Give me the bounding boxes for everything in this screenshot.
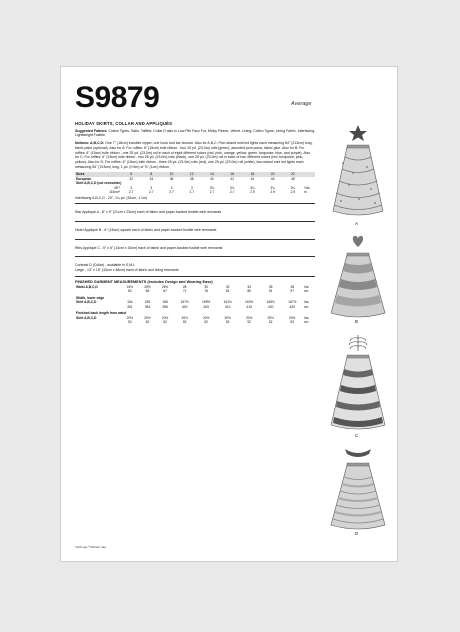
divider <box>75 276 315 277</box>
contrast-collar-line: Contrast D (Collar) - available in S,M,L <box>75 263 135 268</box>
pattern-info <box>75 121 315 325</box>
measure-cell: 38 <box>290 285 295 290</box>
measure-cell: 26½ <box>161 285 169 290</box>
measure-cell: 76 <box>204 289 208 294</box>
yardage-cell: 3¼ <box>250 185 255 190</box>
fabric-width-label: 115cm* <box>109 190 120 195</box>
view-drawings <box>323 123 393 543</box>
measure-cell: 20½ <box>202 315 210 320</box>
european-cell: 46 <box>270 176 275 181</box>
yardage-cell: 2.9 <box>270 190 275 195</box>
size-cell: 20 <box>263 172 283 176</box>
measure-cell: 415 <box>246 304 252 309</box>
measure-cell: 425 <box>289 304 295 309</box>
size-cell: 18 <box>242 172 262 176</box>
width-skirt-label: Skirt A,B,C,D <box>76 300 97 305</box>
unit-label: cm <box>304 320 309 325</box>
collar-large-line: Large - 13" x 15" (33cm x 38cm) each of fabric and lining remnants <box>75 268 179 273</box>
yardage-table <box>75 172 315 194</box>
collar-icon <box>345 449 371 457</box>
unit-label: Yds. <box>304 185 311 190</box>
skirt-b-drawing <box>323 233 393 333</box>
european-cell: 32 <box>129 176 133 181</box>
measure-cell: 155 <box>144 300 151 305</box>
measure-cell: 396 <box>162 304 168 309</box>
heart-applique-line: Heart Appliqué B - 6" (15cm) square each of fabric and paper-backed fusible web remnants <box>75 228 217 233</box>
waist-label: Waist A,B,C,D <box>76 285 98 290</box>
view-c-illustration <box>323 333 393 448</box>
measure-cell: 405 <box>203 304 209 309</box>
star-applique-line: Star Appliqué A - 8" x 9" (21cm x 23cm) each of fabric and paper-backed fusible web remnants <box>75 210 222 215</box>
measure-cell: 20½ <box>224 315 231 320</box>
european-cell: 40 <box>210 176 214 181</box>
measure-cell: 24½ <box>126 285 134 290</box>
measure-cell: 86 <box>247 289 251 294</box>
measure-cell: 67 <box>163 289 167 294</box>
size-cell: 16 <box>222 172 242 176</box>
finished-measurements-table <box>75 285 315 325</box>
ribs-applique-icon <box>349 335 367 351</box>
measure-cell: 20½ <box>181 315 188 320</box>
measure-cell: 20½ <box>161 315 169 320</box>
european-cell: 48 <box>291 176 295 181</box>
yardage-115-row <box>75 190 315 194</box>
skirt-d-drawing <box>323 443 393 543</box>
star-applique-icon <box>349 125 367 141</box>
size-cell: 12 <box>182 172 202 176</box>
yardage-cell: 3¼ <box>290 185 296 190</box>
fabrics-section <box>75 129 315 138</box>
divider <box>75 239 315 240</box>
measure-cell: 161½ <box>223 300 232 305</box>
heart-applique-icon <box>353 236 363 247</box>
measure-cell: 28 <box>182 285 187 290</box>
fabrics-label: Suggested Fabrics: <box>75 128 108 133</box>
measure-cell: 167½ <box>288 300 297 305</box>
measure-cell: 30 <box>204 285 208 290</box>
skirt-a-drawing <box>323 123 393 233</box>
difficulty-level: Average <box>291 101 312 107</box>
measure-cell: 81 <box>225 289 230 294</box>
fabrics-text: Cotton Types, Satin, Taffeta. Collar D also in Low Pile Faux Fur, Minky Fleece, Velvet. Lining: Cotton Types, Lining Fabric. Interfacing: Lightweight Fusible. <box>75 128 316 138</box>
measure-cell: 32 <box>225 285 230 290</box>
footnote: *with nap **without nap <box>75 545 106 549</box>
pattern-envelope-back <box>60 66 398 562</box>
yardage-cell: 2.9 <box>290 190 296 195</box>
measure-cell: 159½ <box>202 300 211 305</box>
size-cell: 22 <box>283 172 303 176</box>
pattern-title: HOLIDAY SKIRTS, COLLAR AND APPLIQUÉS <box>75 121 173 126</box>
measure-cell: 420 <box>267 304 274 309</box>
measure-cell: 52 <box>290 320 295 325</box>
unit-label: cm <box>304 304 309 309</box>
measure-cell: 52 <box>163 320 167 325</box>
measure-cell: 157½ <box>180 300 189 305</box>
unit-label: Ins. <box>304 300 310 305</box>
measure-cell: 91 <box>268 289 273 294</box>
yardage-cell: 2.7 <box>229 190 235 195</box>
view-b-illustration <box>323 233 393 338</box>
unit-label: Ins. <box>304 285 310 290</box>
yardage-cell: 3 <box>130 185 133 190</box>
yardage-cell: 2.9 <box>250 190 255 195</box>
width-label: Width, lower edge <box>76 295 105 300</box>
measure-cell: 52 <box>145 320 150 325</box>
yardage-cell: 3 <box>190 185 193 190</box>
measure-cell: 34 <box>247 285 251 290</box>
measure-cell: 36 <box>268 285 273 290</box>
pattern-number: S9879 <box>75 81 160 114</box>
view-a-illustration <box>323 123 393 238</box>
measure-cell: 20½ <box>267 315 274 320</box>
measure-cell: 391 <box>127 304 133 309</box>
size-cell: 6 <box>121 172 141 176</box>
measure-cell: 52 <box>225 320 230 325</box>
divider <box>75 256 315 257</box>
measure-cell: 52 <box>247 320 251 325</box>
divider <box>75 221 315 222</box>
measure-cell: 156 <box>162 300 168 305</box>
european-cell: 44 <box>250 176 255 181</box>
yardage-cell: 2.7 <box>149 190 154 195</box>
european-label: European <box>76 176 92 181</box>
yardage-cell: 2.7 <box>209 190 215 195</box>
view-label-d: D <box>355 531 359 536</box>
measure-cell: 25½ <box>144 285 151 290</box>
size-cell: 8 <box>141 172 161 176</box>
skirt-c-drawing <box>323 333 393 443</box>
measure-cell: 400 <box>181 304 188 309</box>
yardage-cell: 3 <box>170 185 173 190</box>
fabric-width-label: 45"* <box>113 185 120 190</box>
european-cell: 36 <box>169 176 174 181</box>
view-label-b: B <box>355 319 359 324</box>
measure-cell: 52 <box>204 320 208 325</box>
yardage-cell: 3¼ <box>270 185 275 190</box>
measure-cell: 65 <box>145 289 150 294</box>
yardage-cell: 3¼ <box>229 185 235 190</box>
measure-cell: 163½ <box>245 300 254 305</box>
european-cell: 38 <box>189 176 194 181</box>
interfacing-line: Interfacing A,B,C,D - 20", 1¼ yd. (51cm, 1.1m) <box>75 195 148 200</box>
measure-cell: 20½ <box>144 315 151 320</box>
unit-label: Ins. <box>304 315 310 320</box>
measure-cell: 154 <box>127 300 133 305</box>
measure-cell: 52 <box>182 320 187 325</box>
size-cell: 14 <box>202 172 222 176</box>
notions-label: Notions: A,B,C,D: <box>75 141 105 146</box>
measure-cell: 20½ <box>289 315 296 320</box>
view-label-c: C <box>355 433 359 438</box>
measure-cell: 97 <box>290 289 295 294</box>
view-d-illustration <box>323 443 393 548</box>
measure-cell: 394 <box>144 304 151 309</box>
measure-cell: 52 <box>268 320 273 325</box>
yardage-cell: 2.7 <box>189 190 195 195</box>
measure-cell: 71 <box>182 289 187 294</box>
yardage-cell: 2.7 <box>128 190 134 195</box>
measure-cell: 52 <box>127 320 132 325</box>
measure-cell: 410 <box>224 304 231 309</box>
measure-cell: 62 <box>127 289 132 294</box>
measure-cell: 165½ <box>266 300 275 305</box>
length-label: Finished back length from waist <box>76 311 127 316</box>
unit-label: cm <box>304 289 309 294</box>
divider <box>75 203 315 204</box>
european-cell: 42 <box>230 176 235 181</box>
notions-text: One 7" (18cm) invisible zipper, one hook and bar closure. Also for A,B,C: Five-strand mini led lights each measuring 84" (213cm) long, fabric paint (optional). Also for A: For ruffles: 6" (15cm) tulle ribbon - four 25 yd. (23.0m) rolls (green), assorted pom poms, fabric glue. Also for B: For ruffles: 6" (15cm) tulle ribbon - one 25 yd. (23.0m) roll in each of eight different colors (red, pink, orange, yellow, green, turquoise, blue, and purple). Also for C: For ruffles: 6" (15cm) tulle ribbon - two 25 yd. (23.0m) rolls (black), one 25 yd. (23.0m) roll in each of four different colors (red, turquoise, pink, yellow). Also for D: For ruffles: 6" (15cm) tulle ribbon - three 25 yd. (23.0m) rolls (red), one 25 yd. (23.0m) roll (white), two-strand mini led lights each measuring 84" (213cm) long, 1 yd. (0.9m) of ¾" (1cm) ribbon. <box>75 141 313 169</box>
measure-cell: 20½ <box>245 315 253 320</box>
notions-section <box>75 141 315 169</box>
european-cell: 34 <box>149 176 154 181</box>
ribs-applique-line: Ribs Appliqué C - 5" x 6" (13cm x 15cm) each of fabric and paper-backed fusible web remnants <box>75 245 223 250</box>
yardage-cell: 2.7 <box>169 190 174 195</box>
skirt-yardage-label: Skirt A,B,C,D (cut crosswise) <box>76 181 122 186</box>
yardage-cell: 3 <box>150 185 153 190</box>
view-label-a: A <box>355 221 359 226</box>
size-cell: 10 <box>161 172 181 176</box>
measure-cell: 20½ <box>126 315 134 320</box>
unit-label: m <box>304 190 307 195</box>
finished-measurements-title: FINISHED GARMENT MEASUREMENTS (Includes Design and Wearing Ease) <box>75 279 213 284</box>
sizes-label: Sizes <box>75 172 121 176</box>
yardage-cell: 3¼ <box>209 185 215 190</box>
length-cm-row <box>75 320 315 324</box>
length-skirt-label: Skirt A,B,C,D <box>76 315 97 320</box>
